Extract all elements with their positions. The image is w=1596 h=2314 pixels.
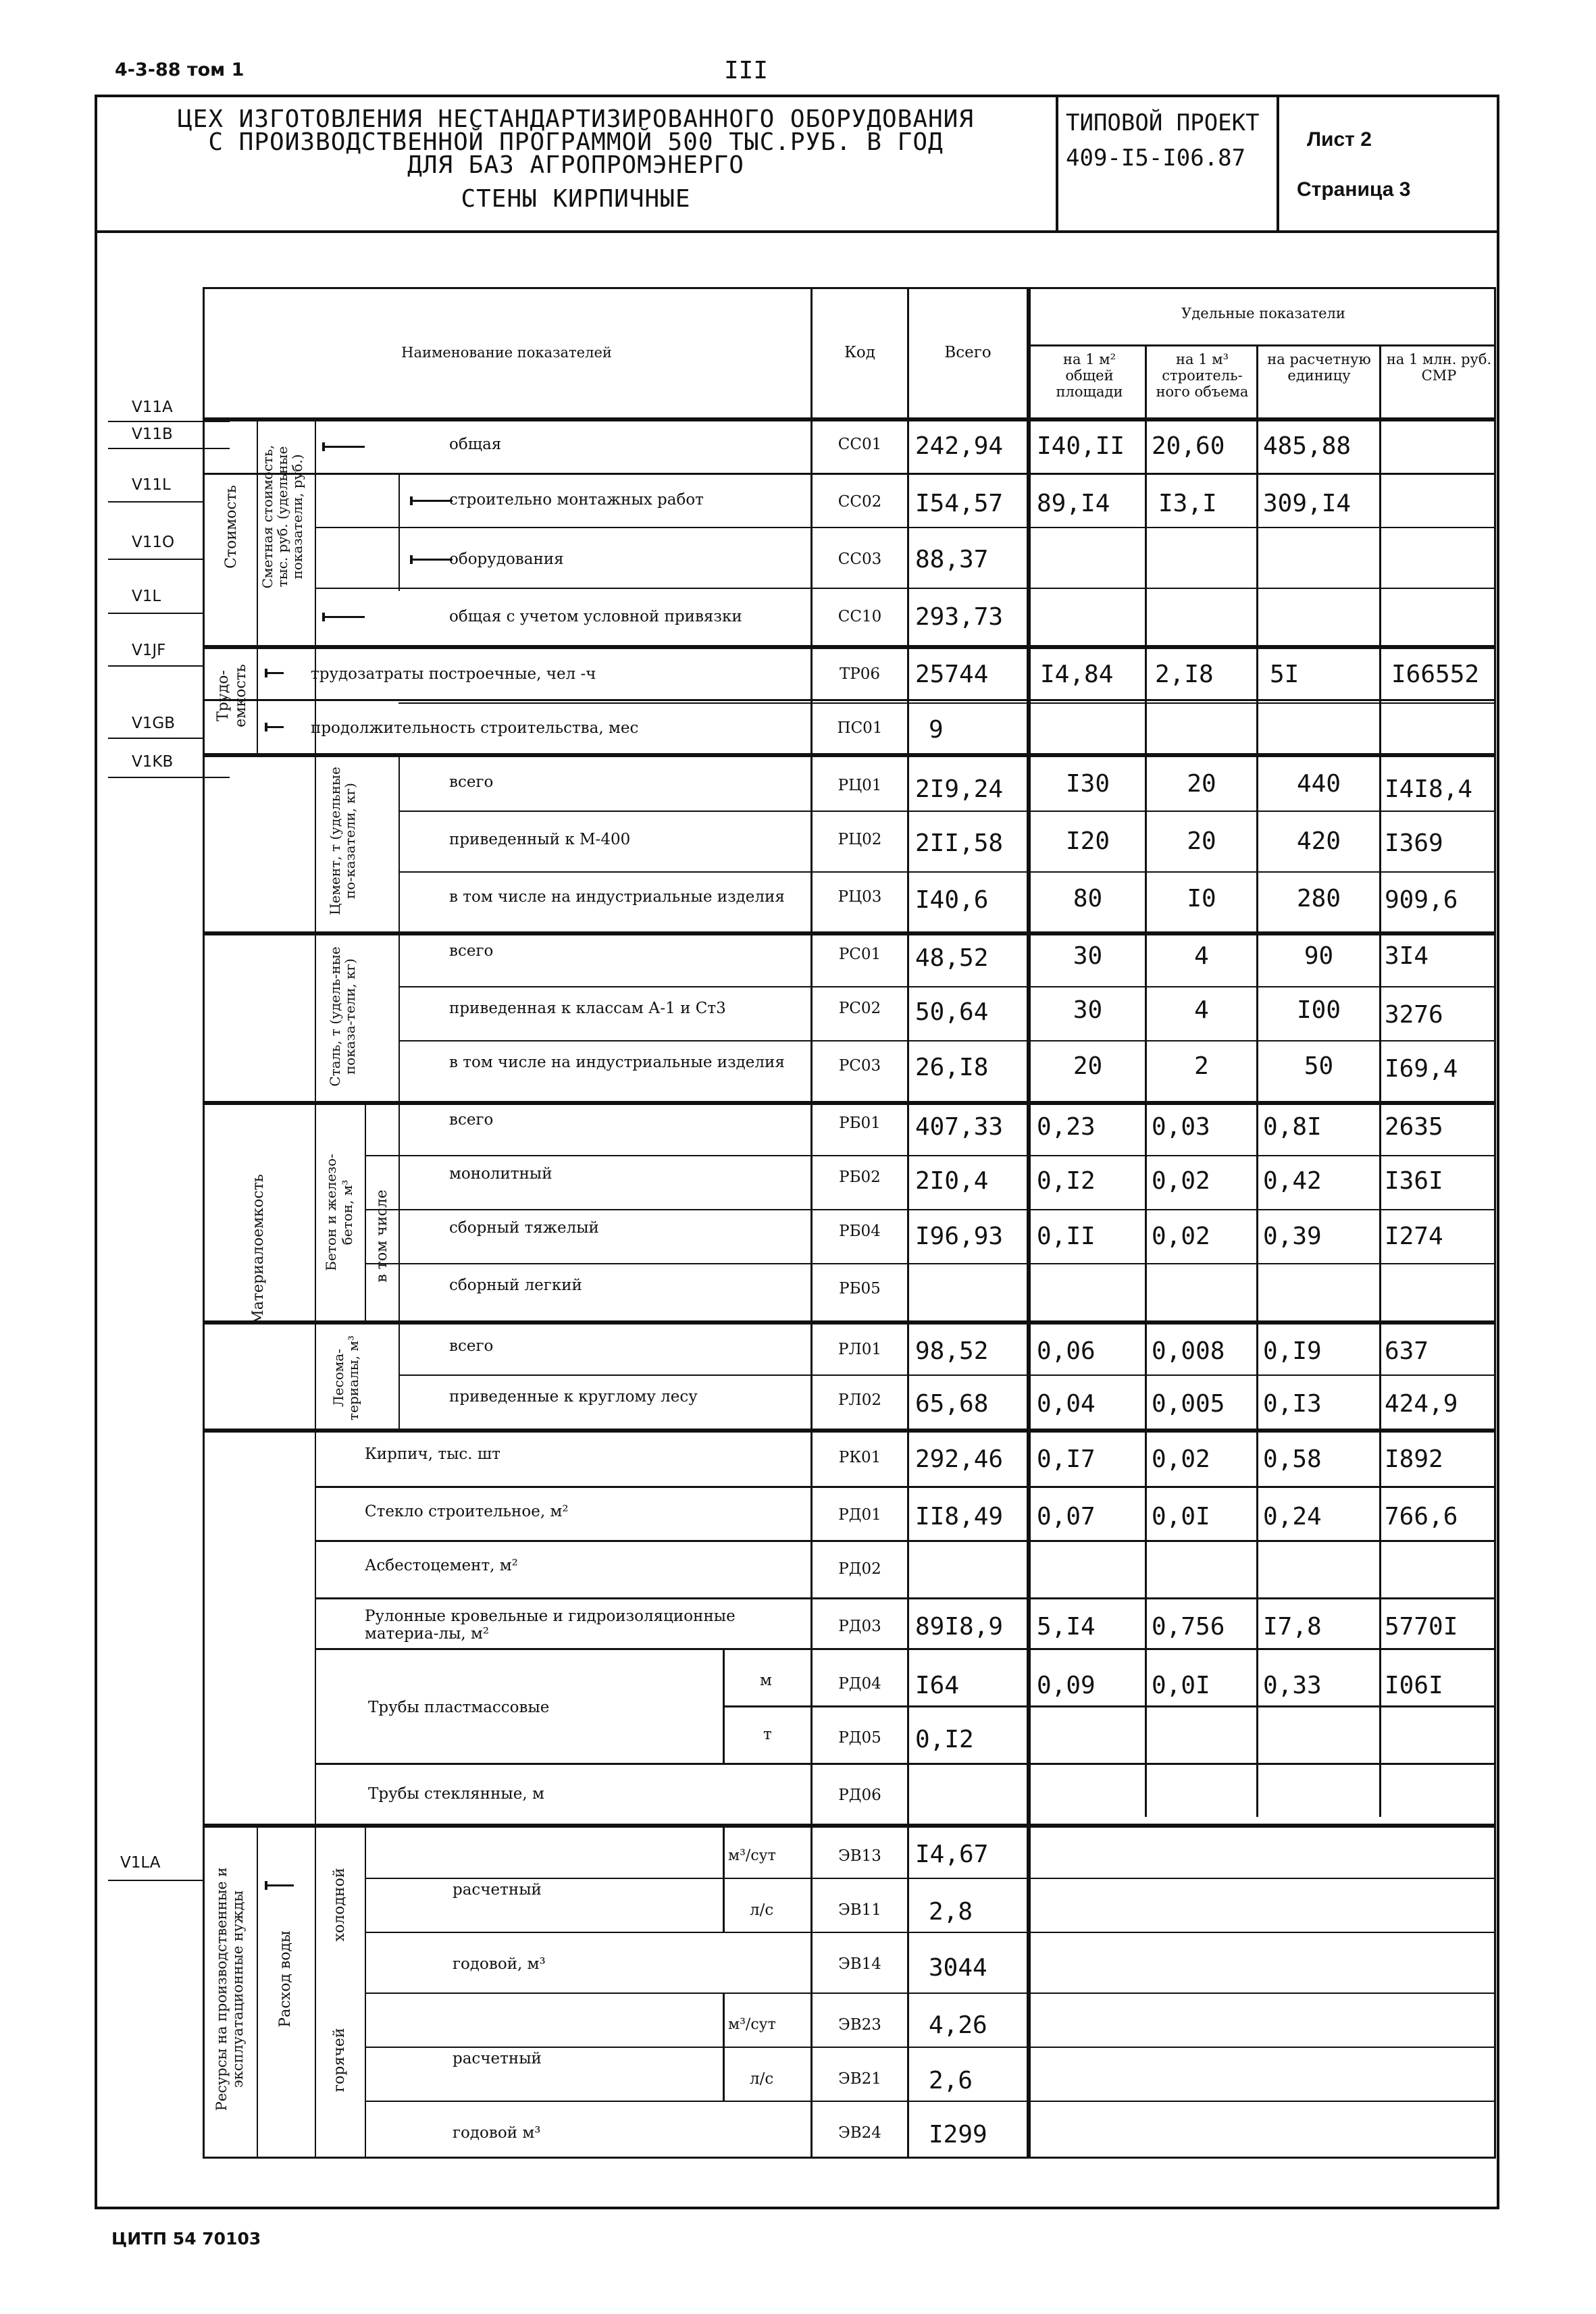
row-label: сборный тяжелый	[449, 1219, 599, 1237]
title-line-2: С ПРОИЗВОДСТВЕННОЙ ПРОГРАММОЙ 500 ТЫС.РУБ. В ГОД	[208, 128, 944, 156]
row-label: в том числе на индустриальные изделия	[449, 1054, 785, 1071]
row-code: ЭВ11	[838, 1901, 881, 1919]
row-code: РБ05	[839, 1280, 881, 1297]
row-label: приведенная к классам А-1 и Ст3	[449, 1000, 726, 1017]
value-per-volume: 0,0I	[1152, 1503, 1210, 1531]
row-code: ЭВ24	[838, 2124, 881, 2142]
value-per-volume: 20,60	[1152, 432, 1225, 460]
group-hot: горячей	[331, 2028, 348, 2092]
row-total: 407,33	[915, 1113, 1004, 1141]
row-mark: V11O	[132, 534, 175, 551]
row-total: 25744	[915, 661, 989, 688]
value-per-area: 5,I4	[1037, 1613, 1096, 1641]
row-code: СС02	[838, 493, 882, 511]
col-header-total: Всего	[944, 344, 992, 361]
row-label: годовой м³	[453, 2124, 541, 2142]
value-per-area: 0,07	[1037, 1503, 1096, 1531]
value-per-area: 89,I4	[1037, 490, 1110, 517]
project-label: ТИПОВОЙ ПРОЕКТ	[1066, 109, 1260, 136]
col-header-name: Наименование показателей	[401, 344, 612, 361]
unit-label: т	[763, 1726, 772, 1743]
value-per-volume: I3,I	[1158, 490, 1217, 517]
row-code: РЛ02	[838, 1391, 881, 1409]
row-code: СС03	[838, 550, 882, 568]
value-per-area: 0,09	[1037, 1672, 1096, 1699]
row-label: Кирпич, тыс. шт	[365, 1445, 500, 1463]
value-per-unit: 440	[1296, 770, 1341, 798]
value-per-volume: 20	[1187, 770, 1216, 798]
row-code: ЭВ23	[838, 2016, 881, 2034]
col-header-specific: Удельные показатели	[1181, 305, 1345, 322]
value-per-million: 3276	[1385, 1001, 1443, 1029]
unit-label: л/с	[750, 1901, 774, 1919]
group-materials: Материалоемкость	[250, 1174, 267, 1325]
row-code: РК01	[838, 1449, 881, 1466]
row-mark: V11A	[132, 398, 173, 416]
value-per-volume: 0,005	[1152, 1390, 1225, 1418]
value-per-million: I274	[1385, 1223, 1443, 1250]
row-total: 4,26	[929, 2011, 987, 2039]
row-label: монолитный	[449, 1165, 552, 1183]
value-per-volume: 4	[1194, 996, 1209, 1024]
row-label: оборудования	[449, 550, 564, 568]
value-per-unit: 0,58	[1263, 1445, 1322, 1473]
row-code: РД05	[838, 1729, 881, 1747]
row-label: Асбестоцемент, м²	[365, 1557, 518, 1574]
group-timber: Лесома-териалы, м³	[330, 1335, 361, 1420]
row-mark: V1GB	[132, 715, 175, 732]
col-header-per-unit: на расчетную единицу	[1267, 351, 1371, 384]
col-header-per-volume: на 1 м³ строитель-ного объема	[1156, 351, 1249, 400]
row-code: РД04	[838, 1675, 881, 1693]
value-per-million: 3I4	[1385, 942, 1429, 970]
row-code: РБ04	[839, 1223, 881, 1240]
row-label: общая с учетом условной привязки	[449, 608, 742, 625]
page-label: Страница 3	[1297, 178, 1411, 201]
value-per-area: 30	[1073, 996, 1103, 1024]
row-code: СС01	[838, 436, 882, 453]
row-label: приведенный к М-400	[449, 831, 631, 848]
value-per-million: 2635	[1385, 1113, 1443, 1141]
value-per-unit: 0,8I	[1263, 1113, 1322, 1141]
row-total: 50,64	[915, 998, 989, 1026]
row-code: РС01	[838, 946, 881, 963]
value-per-area: I30	[1065, 770, 1110, 798]
row-total: 48,52	[915, 944, 989, 972]
row-mark: V11B	[132, 426, 173, 443]
value-per-unit: 0,I9	[1263, 1337, 1322, 1365]
row-total: 88,37	[915, 546, 989, 573]
row-code: РД01	[838, 1506, 881, 1524]
value-per-volume: I0	[1187, 885, 1216, 912]
row-code: РЦ03	[838, 888, 882, 906]
row-total: 98,52	[915, 1337, 989, 1365]
row-mark: V11L	[132, 476, 171, 494]
group-steel: Сталь, т (удель-ные показа-тели, кг)	[327, 946, 358, 1087]
value-per-unit: 90	[1304, 942, 1334, 970]
value-per-volume: 0,02	[1152, 1445, 1210, 1473]
row-label: сборный легкий	[449, 1277, 582, 1294]
unit-label: м³/сут	[728, 1847, 776, 1864]
value-per-area: 0,I2	[1037, 1167, 1096, 1195]
row-label: расчетный	[453, 2050, 542, 2067]
value-per-million: 766,6	[1385, 1503, 1458, 1531]
row-code: РС03	[838, 1057, 881, 1075]
row-total: 2I9,24	[915, 775, 1004, 803]
value-per-area: 0,06	[1037, 1337, 1096, 1365]
group-concrete-incl: в том числе	[374, 1189, 390, 1283]
project-number: 409-I5-I06.87	[1066, 145, 1246, 172]
value-per-million: I06I	[1385, 1672, 1443, 1699]
row-label: всего	[449, 942, 494, 960]
value-per-volume: 2	[1194, 1052, 1209, 1080]
row-label: всего	[449, 1337, 494, 1355]
sheet-number: Лист 2	[1307, 128, 1372, 151]
group-cement: Цемент, т (удельные по-казатели, кг)	[327, 767, 358, 915]
value-per-volume: 0,0I	[1152, 1672, 1210, 1699]
row-total: I96,93	[915, 1223, 1004, 1250]
value-per-area: 80	[1073, 885, 1103, 912]
value-per-million: I36I	[1385, 1167, 1443, 1195]
row-code: ТР06	[839, 665, 881, 683]
value-per-unit: 50	[1304, 1052, 1334, 1080]
value-per-million: I369	[1385, 829, 1443, 857]
unit-label: м	[760, 1672, 772, 1689]
row-total: 292,46	[915, 1445, 1004, 1473]
row-total: 242,94	[915, 432, 1004, 460]
value-per-volume: 0,008	[1152, 1337, 1225, 1365]
title-line-4: СТЕНЫ КИРПИЧНЫЕ	[461, 185, 691, 213]
value-per-million: 909,6	[1385, 886, 1458, 914]
value-per-unit: 0,33	[1263, 1672, 1322, 1699]
value-per-area: 0,23	[1037, 1113, 1096, 1141]
value-per-area: 0,04	[1037, 1390, 1096, 1418]
row-code: ПС01	[837, 719, 883, 737]
value-per-volume: 0,02	[1152, 1223, 1210, 1250]
row-total: 2,8	[929, 1898, 973, 1926]
title-line-1: ЦЕХ ИЗГОТОВЛЕНИЯ НЕСТАНДАРТИЗИРОВАННОГО ОБОРУДОВАНИЯ	[177, 105, 975, 133]
value-per-unit: 309,I4	[1263, 490, 1352, 517]
footer-code: ЦИТП 54 70103	[111, 2229, 261, 2248]
value-per-volume: 0,03	[1152, 1113, 1210, 1141]
value-per-area: I4,84	[1040, 661, 1114, 688]
row-mark: V1JF	[132, 642, 166, 659]
group-resources: Ресурсы на производственные и эксплуатационные нужды	[213, 1867, 246, 2111]
row-total: 293,73	[915, 603, 1004, 631]
value-per-million: 637	[1385, 1337, 1429, 1365]
group-concrete: Бетон и железо-бетон, м³	[323, 1154, 355, 1271]
page-number: III	[724, 57, 769, 84]
row-label: строительно монтажных работ	[449, 491, 704, 509]
value-per-unit: 0,42	[1263, 1167, 1322, 1195]
value-per-unit: I00	[1296, 996, 1341, 1024]
row-total: I40,6	[915, 886, 989, 914]
row-code: РД06	[838, 1786, 881, 1804]
group-water: Расход воды	[277, 1930, 294, 2028]
row-label: всего	[449, 773, 494, 791]
row-label: Стекло строительное, м²	[365, 1503, 569, 1520]
row-mark: V1LA	[120, 1854, 161, 1872]
row-total: 2I0,4	[915, 1167, 989, 1195]
group-cost-sub: Сметная стоимость, тыс. руб. (удельные показатели, руб.)	[259, 444, 305, 589]
group-labor: Трудо-емкость	[215, 664, 249, 727]
row-code: РБ01	[839, 1114, 881, 1132]
row-label: Трубы стеклянные, м	[368, 1785, 544, 1803]
row-total: 26,I8	[915, 1054, 989, 1081]
row-label: Рулонные кровельные и гидроизоляционные материа-лы, м²	[365, 1608, 736, 1643]
row-total: I64	[915, 1672, 960, 1699]
value-per-area: 0,I7	[1037, 1445, 1096, 1473]
row-total: 89I8,9	[915, 1613, 1004, 1641]
row-label: продолжительность строительства, мес	[311, 719, 639, 737]
value-per-area: 20	[1073, 1052, 1103, 1080]
value-per-million: 5770I	[1385, 1613, 1458, 1641]
row-code: РД03	[838, 1618, 881, 1635]
value-per-area: I40,II	[1037, 432, 1125, 460]
row-code: РБ02	[839, 1168, 881, 1186]
row-label: всего	[449, 1111, 494, 1129]
value-per-million: I892	[1385, 1445, 1443, 1473]
value-per-area: 30	[1073, 942, 1103, 970]
row-label: трудозатраты построечные, чел -ч	[311, 665, 596, 683]
row-total: 9	[929, 716, 944, 744]
group-cost: Стоимость	[223, 485, 240, 569]
value-per-million: I66552	[1391, 661, 1480, 688]
row-mark: V1KB	[132, 753, 174, 771]
value-per-unit: 5I	[1270, 661, 1299, 688]
unit-label: м³/сут	[728, 2016, 776, 2033]
row-label: Трубы пластмассовые	[368, 1699, 550, 1716]
value-per-unit: 485,88	[1263, 432, 1352, 460]
col-header-code: Код	[844, 344, 875, 361]
row-label: расчетный	[453, 1881, 542, 1899]
row-code: РД02	[838, 1560, 881, 1578]
row-code: РЛ01	[838, 1341, 881, 1358]
row-total: I54,57	[915, 490, 1004, 517]
row-total: I299	[929, 2121, 987, 2149]
value-per-area: 0,II	[1037, 1223, 1096, 1250]
row-label: приведенные к круглому лесу	[449, 1388, 698, 1406]
value-per-volume: 4	[1194, 942, 1209, 970]
value-per-volume: 0,02	[1152, 1167, 1210, 1195]
group-cold: холодной	[331, 1868, 348, 1942]
value-per-volume: 20	[1187, 827, 1216, 855]
col-header-per-million: на 1 млн. руб. СМР	[1386, 351, 1492, 384]
unit-label: л/с	[750, 2070, 774, 2088]
value-per-million: I69,4	[1385, 1055, 1458, 1083]
row-total: 2II,58	[915, 829, 1004, 857]
row-total: 0,I2	[915, 1726, 974, 1753]
row-code: СС10	[838, 608, 882, 625]
value-per-volume: 0,756	[1152, 1613, 1225, 1641]
row-code: ЭВ13	[838, 1847, 881, 1865]
value-per-area: I20	[1065, 827, 1110, 855]
document-ref: 4-3-88 том 1	[115, 59, 244, 80]
value-per-volume: 2,I8	[1155, 661, 1214, 688]
value-per-unit: 280	[1296, 885, 1341, 912]
row-total: 2,6	[929, 2067, 973, 2094]
row-mark: V1L	[132, 588, 161, 605]
value-per-unit: 0,24	[1263, 1503, 1322, 1531]
row-label: годовой, м³	[453, 1955, 546, 1973]
row-label: общая	[449, 436, 502, 453]
row-code: РЦ02	[838, 831, 882, 848]
value-per-million: I4I8,4	[1385, 775, 1473, 803]
title-line-3: ДЛЯ БАЗ АГРОПРОМЭНЕРГО	[407, 151, 744, 179]
row-total: I4,67	[915, 1841, 989, 1868]
value-per-unit: 0,39	[1263, 1223, 1322, 1250]
row-code: РЦ01	[838, 777, 882, 794]
row-code: ЭВ14	[838, 1955, 881, 1973]
row-total: 3044	[929, 1954, 987, 1982]
document-title	[101, 105, 1050, 213]
col-header-per-area: на 1 м² общей площади	[1056, 351, 1123, 400]
value-per-unit: 0,I3	[1263, 1390, 1322, 1418]
row-total: 65,68	[915, 1390, 989, 1418]
row-label: в том числе на индустриальные изделия	[449, 888, 785, 906]
row-total: II8,49	[915, 1503, 1004, 1531]
value-per-unit: 420	[1296, 827, 1341, 855]
row-code: ЭВ21	[838, 2070, 881, 2088]
row-code: РС02	[838, 1000, 881, 1017]
value-per-unit: I7,8	[1263, 1613, 1322, 1641]
value-per-million: 424,9	[1385, 1390, 1458, 1418]
